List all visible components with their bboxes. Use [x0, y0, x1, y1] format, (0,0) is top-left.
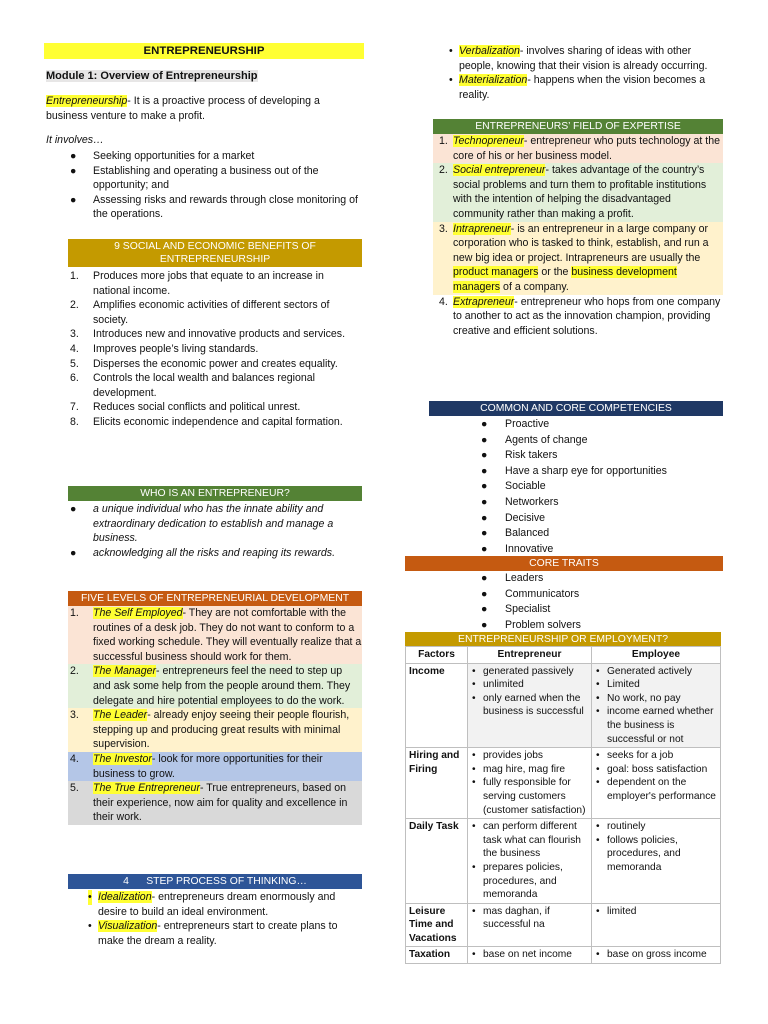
thinking-list-a	[44, 890, 362, 948]
list-item: ● Risk takers	[481, 449, 558, 462]
definition-term: Entrepreneurship	[46, 95, 128, 107]
comparison-table	[405, 646, 721, 964]
list-item: ● Proactive	[481, 418, 550, 430]
header-entrepreneur: Entrepreneur	[468, 647, 592, 664]
list-item: • Verbalization- involves sharing of ideas with other people, knowing that their vision is already occurring.	[449, 45, 708, 72]
list-item: ● Seeking opportunities for a market	[70, 150, 255, 162]
list-item: ● Balanced	[481, 527, 550, 540]
who-list	[44, 502, 362, 560]
table-row: Leisure Time and Vacations • mas daghan, if successful na • limited	[406, 903, 721, 947]
list-item: ● a unique individual who has the innate ability and extraordinary dedication to establish and manage a business.	[70, 503, 334, 545]
list-item: 6. Controls the local wealth and balances regional development.	[70, 372, 316, 399]
list-item: ● Networkers	[481, 495, 559, 508]
list-item: ● Specialist	[481, 603, 551, 616]
levels-heading: FIVE LEVELS OF ENTREPRENEURIAL DEVELOPMENT	[68, 591, 362, 606]
benefits-list	[44, 269, 362, 430]
list-item: 8. Elicits economic independence and capital formation.	[70, 415, 343, 428]
list-item: ● Leaders	[481, 572, 544, 584]
table-row: Income • generated passively • unlimited • only earned when the business is successful • Generated actively • Limited • No work, no pay • income earned whether the business is successful or not	[406, 663, 721, 748]
definition-text: - It is a proactive process of developing a business venture to make a profit.	[46, 95, 320, 122]
header-factors: Factors	[406, 647, 468, 664]
module-heading: Module 1: Overview of Entrepreneurship	[46, 70, 258, 82]
expertise-item: 1. Technopreneur- entrepreneur who puts technology at the core of his or her business model.	[433, 134, 723, 163]
involves-list	[44, 149, 362, 222]
list-item: 4. Improves people’s living standards.	[70, 342, 259, 355]
list-item: ● Problem solvers	[481, 618, 581, 631]
list-item: ● Innovative	[481, 542, 554, 555]
involves-label: It involves…	[46, 134, 104, 146]
list-item: ● Sociable	[481, 480, 546, 493]
level-item: 5. The True Entrepreneur- True entrepreneurs, based on their experience, now aim for quality and excellence in their work.	[68, 781, 362, 825]
list-item: • Visualization- entrepreneurs start to create plans to make the dream a reality.	[88, 920, 338, 947]
expertise-list	[405, 134, 723, 338]
list-item: 2. Amplifies economic activities of different sectors of society.	[70, 299, 330, 326]
competencies-list	[405, 417, 723, 557]
expertise-item: 2. Social entrepreneur- takes advantage of the country’s social problems and turn them to profitable institutions with the intention of helping the disadvantaged community rather than making a profit.	[433, 163, 723, 221]
level-item: 1. The Self Employed- They are not comfortable with the routines of a desk job. They do not want to conform to a fixed working schedule. They will eventually realize that a successful business should work for them.	[70, 607, 362, 663]
document-title: ENTREPRENEURSHIP	[44, 43, 364, 59]
list-item: ● acknowledging all the risks and reaping its rewards.	[70, 546, 336, 559]
list-item: • Idealization- entrepreneurs dream enormously and desire to build an ideal environment.	[88, 891, 336, 918]
list-item: 3. Introduces new and innovative products and services.	[70, 328, 346, 341]
list-item: ● Decisive	[481, 511, 546, 524]
list-item: 5. Disperses the economic power and creates equality.	[70, 357, 338, 370]
level-item: 4. The Investor- look for more opportunities for their business to grow.	[68, 752, 362, 781]
expertise-item: 4. Extrapreneur- entrepreneur who hops from one company to another to act as the innovation champion, providing creative and efficient solutions.	[439, 295, 721, 337]
list-item: • Materialization- happens when the vision becomes a reality.	[449, 74, 706, 101]
list-item: ● Establishing and operating a business out of the opportunity; and	[70, 164, 319, 192]
list-item: 1. Produces more jobs that equate to an increase in national income.	[70, 270, 324, 297]
comparison-heading: ENTREPRENEURSHIP OR EMPLOYMENT?	[405, 632, 721, 647]
list-item: ● Have a sharp eye for opportunities	[481, 464, 667, 477]
table-header-row	[406, 647, 721, 664]
table-row: Taxation • base on net income • base on gross income	[406, 947, 721, 964]
table-row: Daily Task • can perform different task what can flourish the business • prepares policies, procedures, and memoranda • routinely • follows policies, procedures, and memoranda	[406, 819, 721, 904]
table-row: Hiring and Firing • provides jobs • mag hire, mag fire • fully responsible for serving customers (customer satisfaction) • seeks for a job • goal: boss satisfaction • dependent on the employer's performance	[406, 748, 721, 819]
benefits-heading: 9 SOCIAL AND ECONOMIC BENEFITS OF ENTREPRENEURSHIP	[68, 239, 362, 267]
traits-list	[405, 571, 723, 633]
header-employee: Employee	[592, 647, 721, 664]
list-item: ● Assessing risks and rewards through close monitoring of the operations.	[70, 193, 358, 221]
levels-list	[44, 606, 362, 825]
expertise-heading: ENTREPRENEURS’ FIELD OF EXPERTISE	[433, 119, 723, 134]
expertise-item: 3. Intrapreneur- is an entrepreneur in a large company or corporation who is tasked to think, establish, and run a new big idea or project. Intrapreneurs are usually the product managers or the business development managers of a company.	[433, 222, 723, 295]
who-heading: WHO IS AN ENTREPRENEUR?	[68, 486, 362, 501]
list-item: ● Communicators	[481, 587, 580, 600]
level-item: 2. The Manager- entrepreneurs feel the need to step up and ask some help from the people around them. They delegate and hire potential employees to do the work.	[68, 664, 362, 708]
definition-paragraph	[46, 94, 362, 123]
thinking-list-b	[405, 44, 723, 102]
thinking-heading: 4 STEP PROCESS OF THINKING…	[68, 874, 362, 889]
list-item: 7. Reduces social conflicts and political unrest.	[70, 401, 301, 414]
competencies-heading: COMMON AND CORE COMPETENCIES	[429, 401, 723, 416]
level-item: 3. The Leader- already enjoy seeing their people flourish, stepping up and producing great results with minimal supervision.	[68, 708, 362, 752]
traits-heading: CORE TRAITS	[405, 556, 723, 571]
list-item: ● Agents of change	[481, 433, 588, 446]
